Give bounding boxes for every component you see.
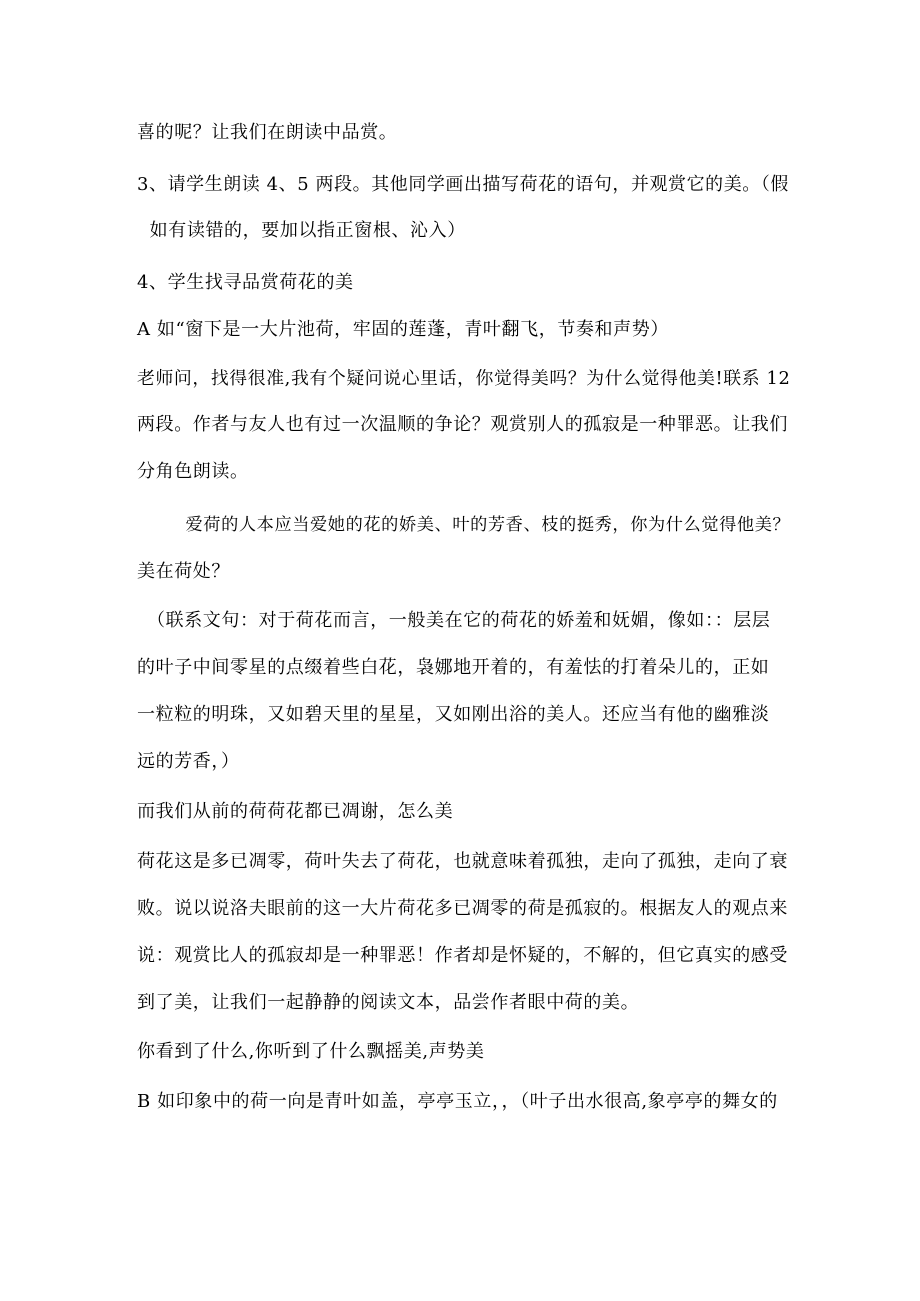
text-line: 美在荷处？ (137, 561, 230, 582)
text-line: 而我们从前的荷荷花都已凋谢，怎么美 (137, 801, 454, 822)
text-line: 荷花这是多已凋零，荷叶失去了荷花，也就意味着孤独，走向了孤独，走向了衰 (137, 851, 788, 872)
text-line: 你看到了什么,你听到了什么飘摇美,声势美 (137, 1041, 485, 1062)
text-line: 喜的呢？让我们在朗读中品赏。 (137, 122, 398, 143)
text-line: 爱荷的人本应当爱她的花的娇美、叶的芳香、枝的挺秀，你为什么觉得他美？ (137, 515, 791, 535)
text-line: 4、学生找寻品赏荷花的美 (137, 272, 354, 293)
text-line: 老师问，找得很准,我有个疑问说心里话，你觉得美吗？为什么觉得他美!联系 12 (137, 368, 791, 389)
text-line: 说：观赏比人的孤寂却是一种罪恶！作者却是怀疑的，不解的，但它真实的感受 (137, 945, 788, 966)
text-line: （联系文句：对于荷花而言，一般美在它的荷花的娇羞和妩媚，像如：：层层 (147, 610, 771, 631)
text-line: 败。说以说洛夫眼前的这一大片荷花多已凋零的荷是孤寂的。根据友人的观点来 (137, 898, 788, 919)
text-line: 如有读错的，要加以指正窗根、沁入） (137, 220, 466, 241)
text-line: A 如“窗下是一大片池荷，牢固的莲蓬，青叶翻飞，节奏和声势） (137, 319, 669, 340)
text-line: 一粒粒的明珠，又如碧天里的星星，又如刚出浴的美人。还应当有他的幽雅淡 (137, 704, 770, 725)
text-line: 3、请学生朗读 4、5 两段。其他同学画出描写荷花的语句，并观赏它的美。（假 (137, 174, 789, 195)
text-line: 远的芳香，） (137, 751, 240, 772)
text-line: B 如印象中的荷一向是青叶如盖，亭亭玉立，，（叶子出水很高,象亭亭的舞女的 (137, 1091, 778, 1112)
text-line: 的叶子中间零星的点缀着些白花，袅娜地开着的，有羞怯的打着朵儿的，正如 (137, 657, 770, 678)
text-line: 分角色朗读。 (137, 461, 249, 482)
text-line: 到了美，让我们一起静静的阅读文本，品尝作者眼中荷的美。 (137, 992, 640, 1013)
text-line: 两段。作者与友人也有过一次温顺的争论？观赏别人的孤寂是一种罪恶。让我们 (137, 414, 788, 435)
